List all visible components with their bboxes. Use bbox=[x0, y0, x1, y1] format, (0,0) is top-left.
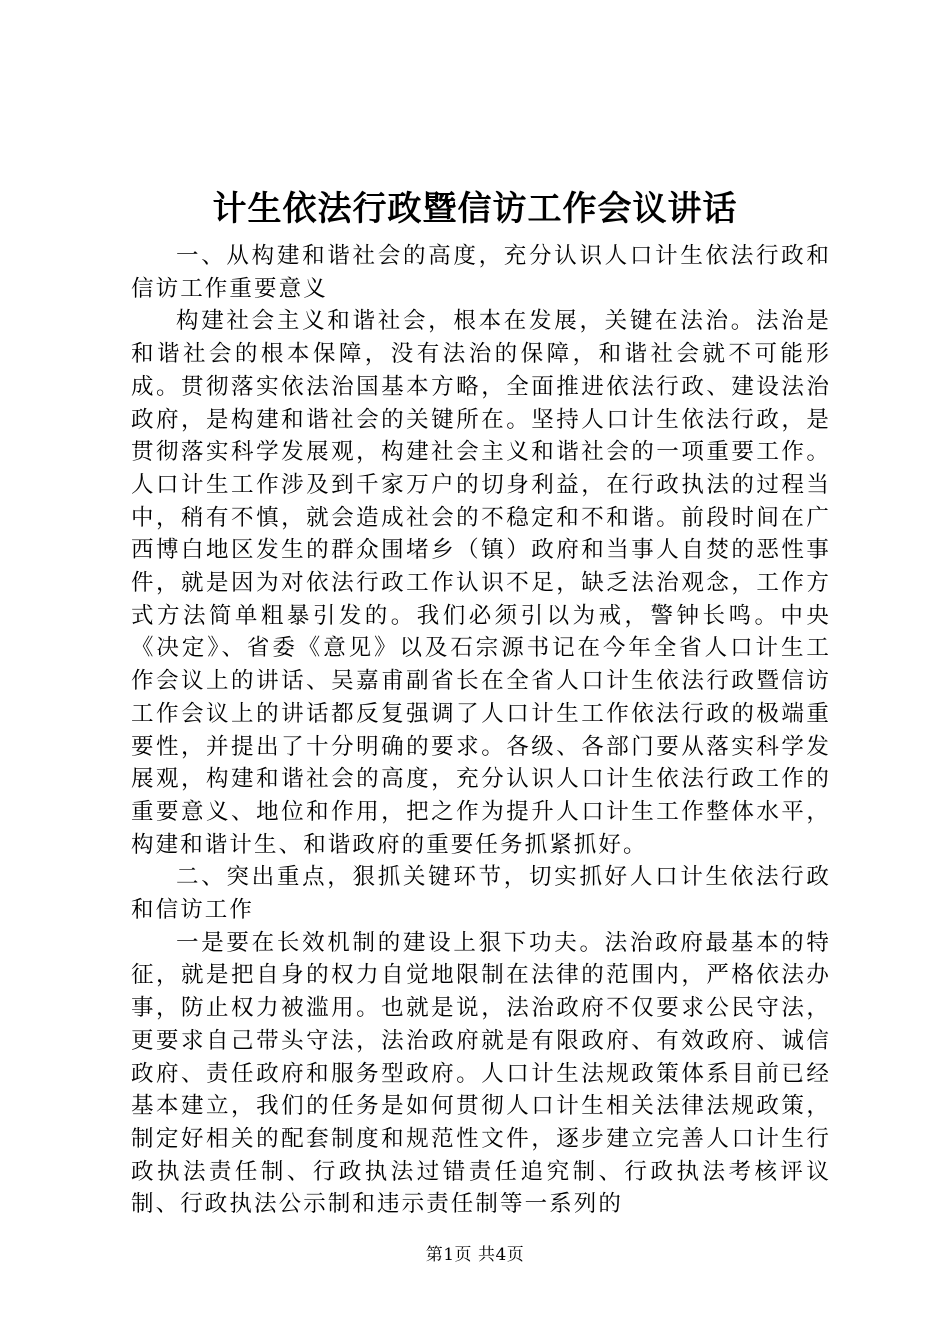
section-heading-1: 一、从构建和谐社会的高度，充分认识人口计生依法行政和信访工作重要意义 bbox=[131, 243, 831, 302]
body-paragraph-2: 一是要在长效机制的建设上狠下功夫。法治政府最基本的特征，就是把自身的权力自觉地限制在法律的范围内，严格依法办事，防止权力被滥用。也就是说，法治政府不仅要求公民守法，更要求自己带头守法，法治政府就是有限政府、有效政府、诚信政府、责任政府和服务型政府。人口计生法规政策体系目前已经基本建立，我们的任务是如何贯彻人口计生相关法律法规政策，制定好相关的配套制度和规范性文件，逐步建立完善人口计生行政执法责任制、行政执法过错责任追究制、行政执法考核评议制、行政执法公示制和违示责任制等一系列的 bbox=[131, 929, 831, 1218]
body-paragraph-1: 构建社会主义和谐社会，根本在发展，关键在法治。法治是和谐社会的根本保障，没有法治的保障，和谐社会就不可能形成。贯彻落实依法治国基本方略，全面推进依法行政、建设法治政府，是构建和谐社会的关键所在。坚持人口计生依法行政，是贯彻落实科学发展观，构建社会主义和谐社会的一项重要工作。人口计生工作涉及到千家万户的切身利益，在行政执法的过程当中，稍有不慎，就会造成社会的不稳定和不和谐。前段时间在广西博白地区发生的群众围堵乡（镇）政府和当事人自焚的恶性事件，就是因为对依法行政工作认识不足，缺乏法治观念，工作方式方法简单粗暴引发的。我们必须引以为戒，警钟长鸣。中央《决定》、省委《意见》以及石宗源书记在今年全省人口计生工作会议上的讲话、吴嘉甫副省长在全省人口计生依法行政暨信访工作会议上的讲话都反复强调了人口计生工作依法行政的极端重要性，并提出了十分明确的要求。各级、各部门要从落实科学发展观，构建和谐社会的高度，充分认识人口计生依法行政工作的重要意义、地位和作用，把之作为提升人口计生工作整体水平，构建和谐计生、和谐政府的重要任务抓紧抓好。 bbox=[131, 308, 831, 858]
document-body bbox=[131, 240, 831, 1221]
section-heading-2: 二、突出重点，狠抓关键环节，切实抓好人口计生依法行政和信访工作 bbox=[131, 864, 831, 924]
document-title: 计生依法行政暨信访工作会议讲话 bbox=[212, 189, 738, 229]
page-footer: 第1页 共4页 bbox=[425, 1245, 525, 1265]
